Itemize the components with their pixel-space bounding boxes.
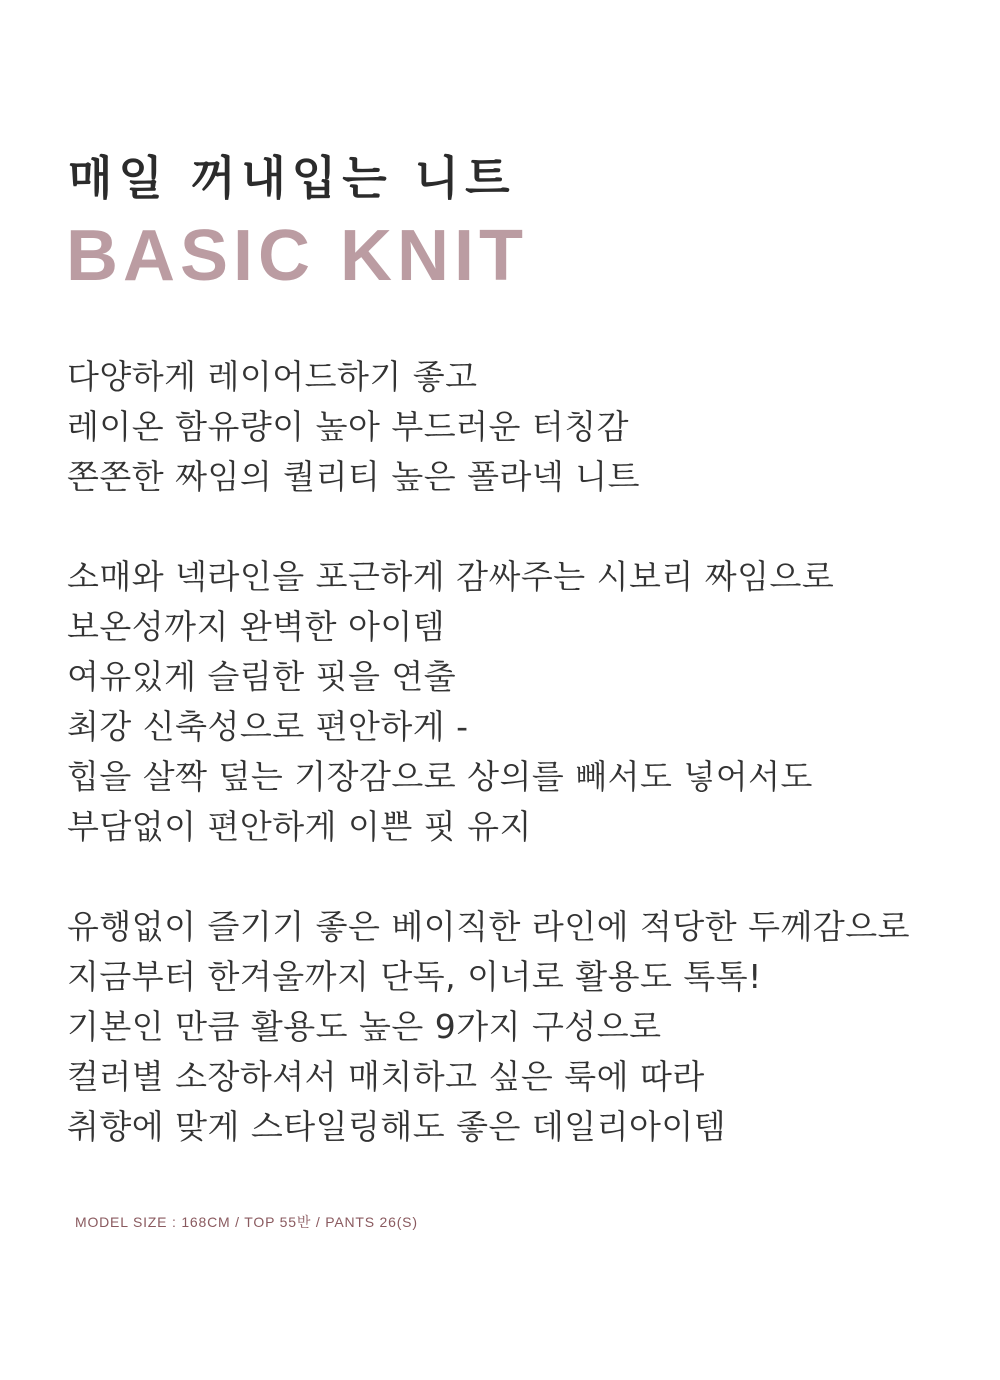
description-line: 여유있게 슬림한 핏을 연출 xyxy=(67,657,457,696)
description-paragraph-1 xyxy=(67,352,640,502)
description-line: 다양하게 레이어드하기 좋고 xyxy=(67,357,478,396)
description-line: 기본인 만큼 활용도 높은 9가지 구성으로 xyxy=(67,1007,662,1046)
model-size-info: MODEL SIZE : 168CM / TOP 55반 / PANTS 26(S) xyxy=(75,1214,418,1230)
description-line: 레이온 함유량이 높아 부드러운 터칭감 xyxy=(67,407,630,446)
heading-korean: 매일 꺼내입는 니트 xyxy=(68,151,516,205)
description-line: 유행없이 즐기기 좋은 베이직한 라인에 적당한 두께감으로 xyxy=(67,907,911,946)
description-paragraph-2 xyxy=(67,552,834,852)
description-line: 취향에 맞게 스타일링해도 좋은 데일리아이템 xyxy=(67,1107,727,1146)
heading-english: BASIC KNIT xyxy=(66,216,528,296)
description-line: 컬러별 소장하셔서 매치하고 싶은 룩에 따라 xyxy=(67,1057,705,1096)
description-line: 부담없이 편안하게 이쁜 핏 유지 xyxy=(67,807,532,846)
description-line: 보온성까지 완벽한 아이템 xyxy=(67,607,446,646)
description-line: 힙을 살짝 덮는 기장감으로 상의를 빼서도 넣어서도 xyxy=(67,757,813,796)
description-paragraph-3 xyxy=(67,902,910,1152)
description-line: 쫀쫀한 짜임의 퀄리티 높은 폴라넥 니트 xyxy=(67,457,640,496)
description-line: 최강 신축성으로 편안하게 - xyxy=(67,707,469,746)
description-line: 소매와 넥라인을 포근하게 감싸주는 시보리 짜임으로 xyxy=(67,557,835,596)
description-line: 지금부터 한겨울까지 단독, 이너로 활용도 톡톡! xyxy=(67,957,762,996)
